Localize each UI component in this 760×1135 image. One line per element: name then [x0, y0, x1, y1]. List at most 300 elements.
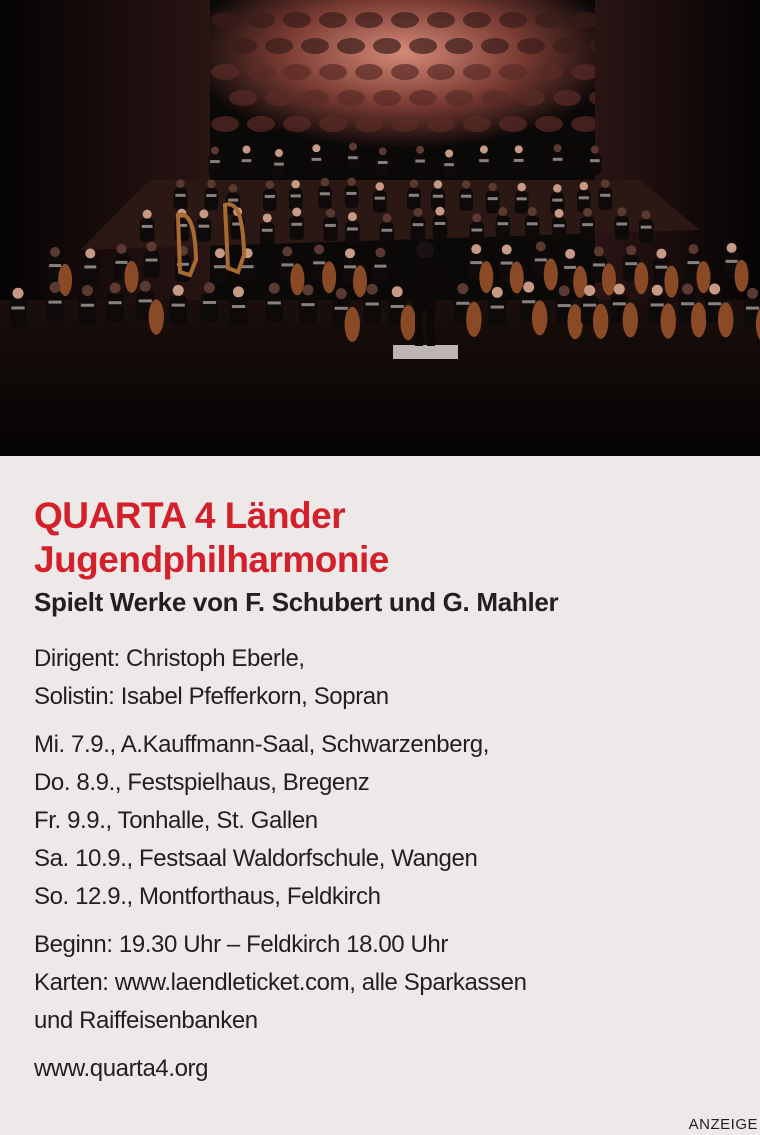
orchestra-photo [0, 0, 760, 456]
acoustic-panel [517, 38, 545, 54]
musician-head [536, 241, 546, 251]
music-stand [497, 222, 508, 225]
musician-head [555, 209, 564, 218]
musician-head [688, 244, 698, 254]
musician-body [515, 191, 529, 213]
string-instrument [290, 263, 304, 295]
music-stand [479, 159, 489, 162]
musician-head [553, 184, 562, 193]
string-instrument [696, 261, 710, 293]
musician-body [552, 218, 566, 241]
music-stand [232, 305, 245, 308]
music-stand [146, 259, 158, 262]
music-stand [558, 304, 571, 307]
musician-head [523, 282, 534, 293]
advertisement-tag: ANZEIGE [688, 1116, 758, 1133]
music-stand [564, 266, 576, 269]
musician-head [116, 244, 126, 254]
acoustic-panel [499, 12, 527, 28]
musician-body [433, 216, 447, 239]
musician-head [498, 207, 507, 216]
music-stand [583, 304, 596, 307]
musician-body [639, 219, 653, 242]
musician-body [174, 188, 188, 210]
music-stand [391, 305, 404, 308]
music-stand [265, 195, 275, 198]
musician-head [462, 180, 471, 189]
musician-head [229, 184, 238, 193]
music-stand [81, 304, 94, 307]
musician-head [652, 285, 663, 296]
string-instrument [401, 305, 416, 340]
musician-head [173, 285, 184, 296]
musician-body [496, 216, 510, 239]
music-stand [48, 301, 61, 304]
music-stand [346, 192, 356, 195]
musician-head [233, 286, 244, 297]
musician-head [601, 179, 610, 188]
title-line-1: QUARTA 4 Länder [34, 495, 346, 536]
musician-head [528, 207, 537, 216]
music-stand [415, 159, 425, 162]
acoustic-panel [319, 12, 347, 28]
acoustic-panel [427, 12, 455, 28]
musician-head [367, 284, 378, 295]
musician-head [416, 146, 424, 154]
musician-head [302, 284, 313, 295]
acoustic-panel [355, 12, 383, 28]
musician-head [291, 180, 300, 189]
music-stand [344, 265, 356, 268]
music-stand [593, 263, 605, 266]
music-stand [325, 224, 336, 227]
musician-body [212, 258, 228, 284]
musician-head [642, 210, 651, 219]
musician-body [459, 189, 473, 211]
musician-body [140, 219, 154, 242]
musician-body [46, 293, 64, 322]
musician-head [515, 145, 523, 153]
acoustic-panel [463, 12, 491, 28]
website-link[interactable]: www.quarta4.org [34, 1055, 209, 1082]
music-stand [579, 196, 589, 199]
musician-head [140, 281, 151, 292]
musician-body [486, 191, 500, 213]
musician-head [269, 283, 280, 294]
music-stand [461, 195, 471, 198]
musician-body [443, 158, 456, 179]
musician-head [382, 213, 391, 222]
music-stand [655, 266, 667, 269]
acoustic-panel [463, 116, 491, 132]
date-line: Mi. 7.9., A.Kauffmann-Saal, Schwarzenberg, [34, 731, 490, 758]
acoustic-panel [499, 116, 527, 132]
string-instrument [58, 264, 72, 296]
musician-body [299, 295, 317, 324]
date-line: So. 12.9., Montforthaus, Feldkirch [34, 883, 381, 910]
music-stand [471, 229, 482, 232]
music-stand [335, 307, 348, 310]
musician-body [347, 151, 360, 172]
music-stand [210, 160, 220, 163]
music-stand [552, 199, 562, 202]
acoustic-panel [283, 12, 311, 28]
date-line: Fr. 9.9., Tonhalle, St. Gallen [34, 807, 318, 834]
musician-head [554, 144, 562, 152]
acoustic-panel [283, 116, 311, 132]
ad-text [34, 494, 734, 1088]
acoustic-panel [283, 64, 311, 80]
musician-body [144, 252, 160, 278]
musician-head [488, 183, 497, 192]
music-stand [203, 301, 216, 304]
musician-body [201, 293, 219, 322]
music-stand [348, 156, 358, 159]
string-instrument [567, 304, 582, 339]
music-stand [347, 227, 358, 230]
music-stand [681, 302, 694, 305]
ad-subtitle: Spielt Werke von F. Schubert und G. Mahler [34, 587, 559, 617]
musician-head [176, 179, 185, 188]
musician-head [215, 248, 225, 258]
string-instrument [353, 265, 367, 297]
acoustic-panel [211, 64, 239, 80]
music-stand [616, 222, 627, 225]
string-instrument [718, 302, 733, 337]
acoustic-panel [553, 90, 581, 106]
musician-head [617, 207, 626, 216]
acoustic-panel [481, 38, 509, 54]
musician-head [682, 284, 693, 295]
acoustic-panel [391, 116, 419, 132]
musician-head [282, 246, 292, 256]
music-stand [11, 306, 24, 309]
musician-body [273, 157, 286, 178]
musician-head [375, 248, 385, 258]
musician-head [565, 249, 575, 259]
music-stand [613, 302, 626, 305]
musician-body [310, 152, 323, 173]
acoustic-panel [409, 38, 437, 54]
musician-head [435, 207, 444, 216]
musician-body [411, 217, 425, 240]
musician-head [211, 146, 219, 154]
music-stand [413, 223, 424, 226]
acoustic-panel [319, 64, 347, 80]
info-block [34, 926, 734, 1040]
musician-body [345, 221, 359, 244]
musician-head [207, 180, 216, 189]
musician-head [445, 150, 453, 158]
music-stand [268, 301, 281, 304]
string-instrument [345, 307, 360, 342]
music-stand [139, 299, 152, 302]
acoustic-panel [337, 38, 365, 54]
acoustic-panel [247, 116, 275, 132]
musician-body [240, 154, 253, 175]
musician-head [727, 243, 737, 253]
acoustic-panel [535, 12, 563, 28]
musician-head [143, 210, 152, 219]
musician-head [348, 212, 357, 221]
musician-head [747, 288, 758, 299]
acoustic-panel [265, 38, 293, 54]
musician-body [175, 256, 191, 282]
string-instrument [735, 260, 749, 292]
music-stand [378, 161, 388, 164]
music-stand [366, 302, 379, 305]
stage-floor [0, 300, 760, 456]
musician-head [326, 209, 335, 218]
music-stand [746, 307, 759, 310]
music-stand [522, 300, 535, 303]
acoustic-panel [571, 64, 599, 80]
musician-body [205, 188, 219, 210]
musician-head [266, 181, 275, 190]
music-stand [444, 163, 454, 166]
music-stand [172, 304, 185, 307]
musician-head [275, 149, 283, 157]
musician-body [488, 298, 506, 327]
musician-head [410, 179, 419, 188]
musician-body [230, 297, 248, 326]
music-stand [281, 263, 293, 266]
musician-body [82, 258, 98, 284]
acoustic-panel [355, 64, 383, 80]
music-stand [84, 265, 96, 268]
acoustic-panel [481, 90, 509, 106]
musician-head [480, 146, 488, 154]
music-stand [625, 262, 637, 265]
music-stand [491, 306, 504, 309]
musician-body [265, 294, 283, 323]
acoustic-panel [445, 90, 473, 106]
musician-head [594, 246, 604, 256]
musician-head [559, 285, 570, 296]
musician-body [323, 218, 337, 241]
music-stand [433, 195, 443, 198]
musician-head [492, 287, 503, 298]
musician-head [82, 285, 93, 296]
orchestra-illustration [0, 0, 760, 456]
musician-head [392, 286, 403, 297]
credit-conductor: Dirigent: Christoph Eberle, [34, 645, 305, 672]
musician-head [584, 285, 595, 296]
music-stand [687, 261, 699, 264]
musician-head [709, 284, 720, 295]
musician-head [50, 247, 60, 257]
date-line: Sa. 10.9., Festsaal Waldorfschule, Wangen [34, 845, 478, 872]
acoustic-panel [301, 38, 329, 54]
music-stand [198, 225, 209, 228]
musician-head [243, 146, 251, 154]
credits-block [34, 640, 734, 716]
music-stand [242, 265, 254, 268]
string-instrument [661, 303, 676, 338]
musician-head [626, 245, 636, 255]
string-instrument [532, 300, 547, 335]
musician-body [372, 258, 388, 284]
music-stand [651, 303, 664, 306]
string-instrument [544, 258, 558, 290]
music-stand [726, 260, 738, 263]
acoustic-panel [319, 116, 347, 132]
acoustic-panel [247, 12, 275, 28]
acoustic-panel [337, 90, 365, 106]
musician-head [614, 284, 625, 295]
title-line-2: Jugendphilharmonie [34, 539, 389, 580]
musician-body [380, 222, 394, 245]
music-stand [435, 222, 446, 225]
music-stand [582, 223, 593, 226]
musician-body [525, 216, 539, 239]
acoustic-panel [373, 90, 401, 106]
date-line: Do. 8.9., Festspielhaus, Bregenz [34, 769, 370, 796]
string-instrument [466, 302, 481, 337]
musician-body [580, 217, 594, 240]
musician-head [110, 283, 121, 294]
tickets-info-cont: und Raiffeisenbanken [34, 1007, 258, 1034]
music-stand [115, 261, 127, 264]
string-instrument [322, 261, 336, 293]
music-stand [553, 158, 563, 161]
acoustic-panel [571, 116, 599, 132]
musician-head [434, 180, 443, 189]
dates-block [34, 726, 734, 916]
acoustic-panel [517, 90, 545, 106]
music-stand [262, 229, 273, 232]
musician-head [85, 248, 95, 258]
acoustic-panel [535, 64, 563, 80]
musician-body [106, 294, 124, 323]
music-stand [228, 199, 238, 202]
acoustic-panel [391, 64, 419, 80]
tickets-info: Karten: www.laendleticket.com, alle Sparkassen [34, 969, 527, 996]
music-stand [517, 197, 527, 200]
musician-head [345, 248, 355, 258]
musician-body [318, 186, 332, 208]
music-stand [527, 222, 538, 225]
music-stand [600, 194, 610, 197]
music-stand [242, 159, 252, 162]
music-stand [514, 159, 524, 162]
musician-head [583, 208, 592, 217]
string-instrument [602, 263, 616, 295]
string-instrument [124, 261, 138, 293]
acoustic-panel [553, 38, 581, 54]
musician-body [9, 299, 27, 328]
musician-head [471, 244, 481, 254]
conductor-podium [393, 345, 458, 359]
acoustic-panel [265, 90, 293, 106]
musician-head [580, 182, 589, 191]
music-stand [49, 264, 61, 267]
musician-head [591, 146, 599, 154]
musician-head [292, 208, 301, 217]
musician-head [321, 178, 330, 187]
musician-body [478, 154, 491, 175]
acoustic-panel [499, 64, 527, 80]
music-stand [206, 194, 216, 197]
ad-title [34, 494, 734, 582]
music-stand [312, 158, 322, 161]
acoustic-panel [427, 64, 455, 80]
music-stand [142, 225, 153, 228]
musician-body [289, 188, 303, 210]
musician-head [147, 242, 157, 252]
acoustic-panel [427, 116, 455, 132]
musician-body [79, 296, 97, 325]
acoustic-panel [211, 12, 239, 28]
musician-head [379, 147, 387, 155]
musician-body [598, 188, 612, 210]
musician-head [502, 245, 512, 255]
music-stand [214, 265, 226, 268]
music-stand [301, 303, 314, 306]
acoustic-panel [409, 90, 437, 106]
credit-soloist: Solistin: Isabel Pfefferkorn, Sopran [34, 683, 389, 710]
music-stand [641, 226, 652, 229]
musician-body [615, 216, 629, 239]
musician-body [376, 155, 389, 176]
string-instrument [623, 302, 638, 337]
music-stand [320, 192, 330, 195]
start-time: Beginn: 19.30 Uhr – Feldkirch 18.00 Uhr [34, 931, 448, 958]
music-stand [501, 262, 513, 265]
musician-head [414, 208, 423, 217]
musician-body [551, 152, 564, 173]
musician-body [373, 191, 387, 213]
musician-body [512, 153, 525, 174]
musician-body [414, 154, 427, 175]
musician-head [314, 244, 324, 254]
string-instrument [593, 304, 608, 339]
acoustic-panel [463, 64, 491, 80]
musician-head [349, 143, 357, 151]
musician-body [345, 186, 359, 208]
music-stand [708, 302, 721, 305]
acoustic-panel [373, 38, 401, 54]
music-stand [470, 261, 482, 264]
musician-body [209, 154, 222, 175]
musician-head [472, 213, 481, 222]
music-stand [274, 163, 284, 166]
music-stand [175, 194, 185, 197]
musician-head [517, 183, 526, 192]
music-stand [381, 229, 392, 232]
musician-body [169, 296, 187, 325]
musician-body [470, 222, 484, 245]
music-stand [409, 194, 419, 197]
acoustic-panel [391, 12, 419, 28]
musician-body [197, 218, 211, 241]
string-instrument [691, 302, 706, 337]
string-instrument [634, 262, 648, 294]
musician-head [13, 288, 24, 299]
musician-head [336, 288, 347, 299]
musician-head [263, 213, 272, 222]
acoustic-panel [301, 90, 329, 106]
musician-head [199, 209, 208, 218]
musician-head [376, 182, 385, 191]
acoustic-panel [247, 64, 275, 80]
musician-head [312, 144, 320, 152]
music-stand [375, 197, 385, 200]
acoustic-panel [445, 38, 473, 54]
music-stand [488, 197, 498, 200]
music-stand [554, 224, 565, 227]
music-stand [313, 261, 325, 264]
